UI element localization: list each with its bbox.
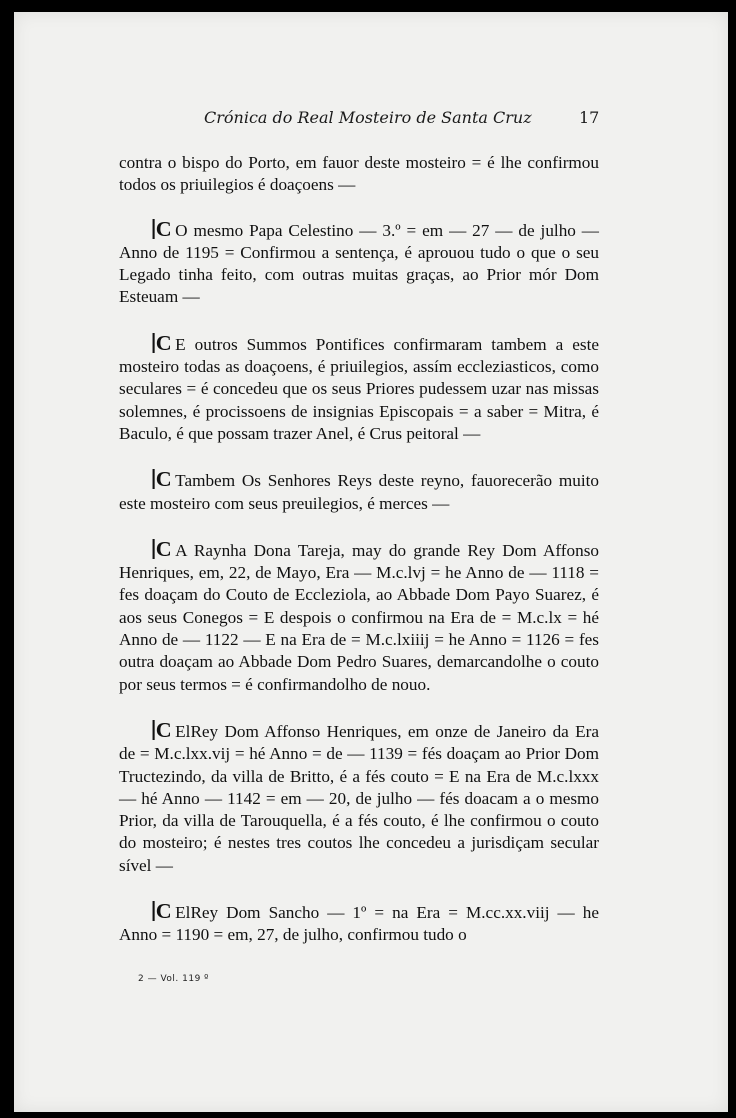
paragraph: C ElRey Dom Sancho — 1º = na Era = M.cc.xx.viij — he Anno = 1190 = em, 27, de julho, confirmou tudo o	[119, 899, 599, 945]
pilcrow-icon: C	[153, 219, 172, 239]
pilcrow-icon: C	[153, 720, 172, 740]
paragraph: C E outros Summos Pontifices confirmaram tambem a este mosteiro todas as doaçoens, é priuilegios, assím eccleziasticos, como seculares = é concedeu que os seus Priores pudessem uzar nas missas solemnes, é procissoens de insignias Episcopais = a saber = Mitra, é Baculo, é que possam trazer Anel, é Crus peitoral —	[119, 330, 599, 443]
book-page	[14, 12, 728, 1112]
paragraph: contra o bispo do Porto, em fauor deste mosteiro = é lhe confirmou todos os priuilegios é doaçoens —	[119, 153, 599, 195]
pilcrow-icon: C	[153, 333, 172, 353]
pilcrow-icon: C	[153, 539, 172, 559]
pilcrow-icon: C	[153, 469, 172, 489]
paragraph: C O mesmo Papa Celestino — 3.º = em — 27 — de julho — Anno de 1195 = Confirmou a sentença, é aprouou tudo o que o seu Legado tinha feito, com outras muitas graças, ao Prior mór Dom Esteuam —	[119, 216, 599, 307]
running-header	[14, 108, 728, 132]
pilcrow-icon: C	[153, 901, 172, 921]
paragraph: C ElRey Dom Affonso Henriques, em onze de Janeiro da Era de = M.c.lxx.vij = hé Anno = de — 1139 = fés doaçam ao Prior Dom Tructezindo, da villa de Britto, é a fés couto = E na Era de M.c.lxxx — hé Anno — 1142 = em — 20, de julho — fés doacam a o mesmo Prior, da villa de Tarouquella, é a fés couto, é lhe confirmou o couto do mosteiro; é nestes tres coutos lhe concedeu a jurisdiçam secular sível —	[119, 717, 599, 875]
running-title: Crónica do Real Mosteiro de Santa Cruz	[204, 108, 532, 127]
paragraph: C Tambem Os Senhores Reys deste reyno, fauorecerão muito este mosteiro com seus preuilegios, é merces —	[119, 467, 599, 513]
paragraph: C A Raynha Dona Tareja, may do grande Rey Dom Affonso Henriques, em, 22, de Mayo, Era — M.c.lvj = he Anno de — 1118 = fes doaçam do Couto de Eccleziola, ao Abbade Dom Payo Suarez, é aos seus Conegos = E despois o confirmou na Era de = M.c.lx = hé Anno de — 1122 — E na Era de = M.c.lxiiij = he Anno = 1126 = fes outra doaçam ao Abbade Dom Pedro Suares, demarcandolhe o couto por seus termos = é confirmandolho de nouo.	[119, 536, 599, 694]
body-text	[119, 152, 599, 947]
page-number: 17	[579, 108, 600, 127]
signature-mark: 2 — Vol. 119 º	[138, 974, 209, 984]
